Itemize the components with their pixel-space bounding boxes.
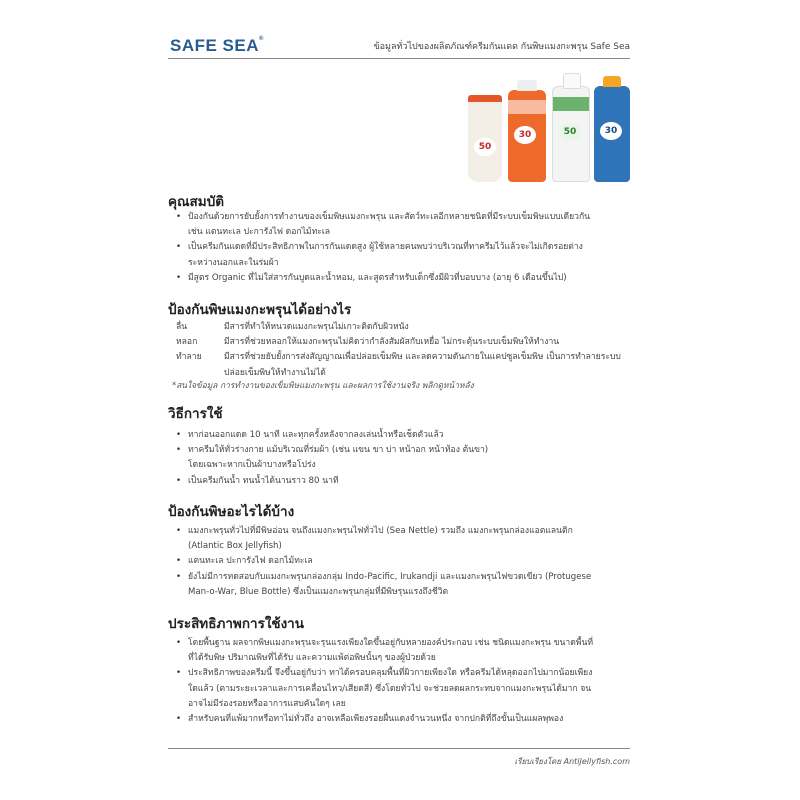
how-table — [176, 320, 626, 381]
list-item-continuation: ที่ได้รับพิษ ปริมาณพิษที่ได้รับ และความแพ้ต่อพิษนั้นๆ ของผู้ป่วยด้วย — [188, 653, 436, 664]
spf-badge: 30 — [514, 126, 536, 144]
product-bottle-4 — [594, 86, 630, 182]
properties-list — [176, 210, 626, 286]
list-item-continuation: Man-o-War, Blue Bottle) ซึ่งเป็นแมงกะพรุนกลุ่มที่มีพิษรุนแรงถึงชีวิต — [188, 586, 449, 597]
header-title: ข้อมูลทั่วไปของผลิตภัณฑ์ครีมกันแดด กันพิษแมงกะพรุน Safe Sea — [373, 42, 630, 52]
section-title-properties: คุณสมบัติ — [168, 194, 225, 210]
list-item: • แตนทะเล ปะการังไฟ ดอกไม้ทะเล — [176, 554, 626, 569]
section-title-protects: ป้องกันพิษอะไรได้บ้าง — [168, 504, 295, 520]
spf-badge: 30 — [600, 122, 622, 140]
how-desc: มีสารที่ช่วยหลอกให้แมงกะพรุนไม่คิดว่ากำลังสัมผัสกับเหยื่อ ไม่กระตุ้นระบบเข็มพิษให้ทำงาน — [224, 337, 560, 348]
list-item: • มีสูตร Organic ที่ไม่ใส่สารกันบูดและน้ำหอม, และสูตรสำหรับเด็กซึ่งมีผิวที่บอบบาง (อายุ 6 เดือนขึ้นไป) — [176, 271, 626, 286]
list-item-continuation: ระหว่างนอกและในร่มผ้า — [188, 257, 279, 268]
usage-list — [176, 428, 626, 489]
footer-divider — [168, 748, 630, 749]
header-divider — [168, 58, 630, 59]
list-item: • เป็นครีมกันแดดที่มีประสิทธิภาพในการกันแดดสูง ผู้ใช้หลายคนพบว่าบริเวณที่ทาครีมไว้แล้วจะไม่เกิดรอยต่าง — [176, 240, 626, 255]
effectiveness-list — [176, 636, 626, 727]
how-term: ทำลาย — [176, 352, 202, 363]
how-row — [176, 320, 626, 335]
list-item: • ทาก่อนออกแดด 10 นาที และทุกครั้งหลังจากลงเล่นน้ำหรือเช็ดตัวแล้ว — [176, 428, 626, 443]
list-item: • ทาครีมให้ทั่วร่างกาย แม้บริเวณที่ร่มผ้า (เช่น แขน ขา บ่า หน้าอก หน้าท้อง ต้นขา) — [176, 443, 626, 458]
footer-credit: เรียบเรียงโดย AntiJellyfish.com — [514, 757, 630, 766]
spf-badge: 50 — [474, 138, 496, 156]
how-term: ลื่น — [176, 322, 188, 332]
how-term: หลอก — [176, 337, 198, 348]
product-tube-1 — [468, 95, 502, 182]
list-item: • ยังไม่มีการทดสอบกับแมงกะพรุนกล่องกลุ่ม Indo-Pacific, Irukandji และแมงกะพรุนไฟขวดเขียว (Protugese — [176, 570, 626, 585]
list-item: • เป็นครีมกันน้ำ ทนน้ำได้นานราว 80 นาที — [176, 474, 626, 489]
safe-sea-logo: SAFE SEA® — [170, 36, 264, 55]
how-row — [176, 335, 626, 350]
spf-badge: 50 — [559, 123, 581, 141]
product-spray-3 — [552, 86, 590, 182]
list-item: • ป้องกันด้วยการยับยั้งการทำงานของเข็มพิษแมงกะพรุน และสัตว์ทะเลอีกหลายชนิดที่มีระบบเข็มพิษแบบเดียวกัน — [176, 210, 626, 225]
section-title-how: ป้องกันพิษแมงกะพรุนได้อย่างไร — [168, 302, 352, 318]
list-item: • โดยพื้นฐาน ผลจากพิษแมงกะพรุนจะรุนแรงเพียงใดขึ้นอยู่กับหลายองค์ประกอบ เช่น ชนิดแมงกะพรุน ขนาดพื้นที่ — [176, 636, 626, 651]
list-item-continuation: (Atlantic Box Jellyfish) — [188, 541, 282, 552]
list-item: • สำหรับคนที่แพ้มากหรือทาไม่ทั่วถึง อาจเหลือเพียงรอยผื่นแดงจำนวนหนึ่ง จากปกติที่ถึงขั้นเป็นแผลพุพอง — [176, 712, 626, 727]
list-item-continuation: โดยเฉพาะหากเป็นผ้าบางหรือโปร่ง — [188, 460, 316, 471]
list-item: • แมงกะพรุนทั่วไปที่มีพิษอ่อน จนถึงแมงกะพรุนไฟทั่วไป (Sea Nettle) รวมถึง แมงกะพรุนกล่องแอตแลนติก — [176, 524, 626, 539]
list-item-continuation: อาจไม่มีร่องรอยหรืออาการแสบคันใดๆ เลย — [188, 698, 346, 709]
list-item-continuation: เช่น แตนทะเล ปะการังไฟ ดอกไม้ทะเล — [188, 227, 331, 238]
how-desc: ปล่อยเข็มพิษให้ทำงานไม่ได้ — [224, 367, 326, 378]
how-row — [176, 350, 626, 365]
product-bottle-2 — [508, 90, 546, 182]
how-desc: มีสารที่ทำให้หนวดแมงกะพรุนไม่เกาะติดกับผิวหนัง — [224, 322, 409, 332]
list-item-continuation: ใดแล้ว (ตามระยะเวลาและการเคลื่อนไหว/เสียดสี) ซึ่งโดยทั่วไป จะช่วยลดผลกระทบจากแมงกะพรุนได้มาก จน — [188, 683, 592, 694]
how-desc: มีสารที่ช่วยยับยั้งการส่งสัญญาณเพื่อปล่อยเข็มพิษ และลดความดันภายในแคปซูลเข็มพิษ เป็นการทำลายระบบ — [224, 352, 621, 363]
how-note: *สนใจข้อมูล การทำงานของเข็มพิษแมงกะพรุน และผลการใช้งานจริง พลิกดูหน้าหลัง — [172, 380, 474, 390]
section-title-effectiveness: ประสิทธิภาพการใช้งาน — [168, 616, 304, 632]
list-item: • ประสิทธิภาพของครีมนี้ จึงขึ้นอยู่กับว่า ทาได้ครอบคลุมพื้นที่ผิวกายเพียงใด หรือครีมได้หลุดออกไปมากน้อยเพียง — [176, 666, 626, 681]
header — [168, 28, 630, 68]
section-title-usage: วิธีการใช้ — [168, 406, 223, 422]
product-image — [460, 78, 636, 182]
protects-list — [176, 524, 626, 600]
